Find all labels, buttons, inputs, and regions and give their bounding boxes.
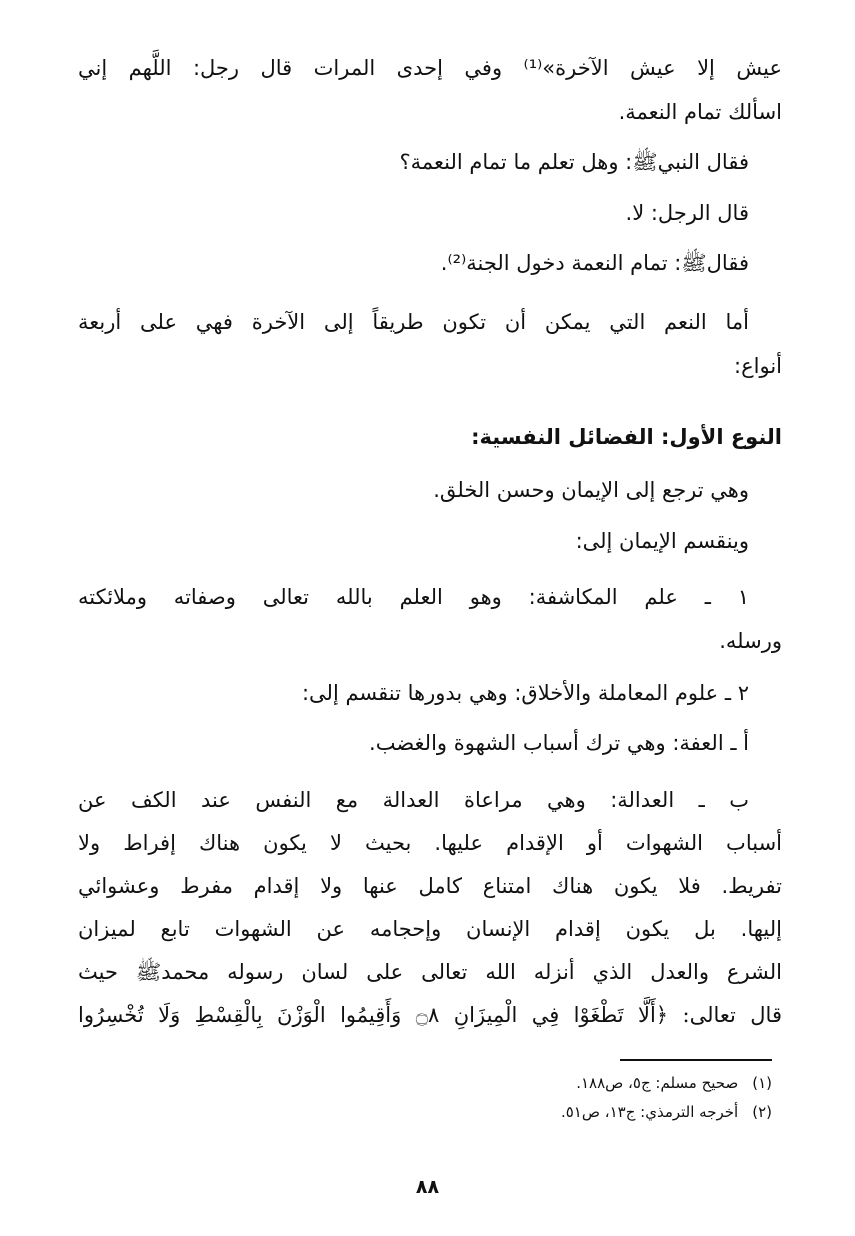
body-line: أما النعم التي يمكن أن تكون طريقاً إلى الآخرة فهي على أربعة bbox=[78, 310, 749, 334]
footnote-divider bbox=[620, 1059, 772, 1061]
page-number: ٨٨ bbox=[415, 1176, 440, 1198]
footnote bbox=[400, 1100, 772, 1124]
body-line: فقال النبيﷺ: وهل تعلم ما تمام النعمة؟ bbox=[399, 150, 749, 174]
footnote-text: أخرجه الترمذي: ج١٣، ص٥١. bbox=[560, 1103, 739, 1121]
body-line: ٢ ـ علوم المعاملة والأخلاق: وهي بدورها تنقسم إلى: bbox=[301, 681, 749, 705]
body-line: الشرع والعدل الذي أنزله الله تعالى على لسان رسوله محمدﷺ حيث bbox=[78, 960, 782, 984]
body-line: فقالﷺ: تمام النعمة دخول الجنة⁽²⁾. bbox=[440, 251, 749, 275]
body-line: عيش إلا عيش الآخرة»⁽¹⁾ وفي إحدى المرات قال رجل: اللَّهم إني bbox=[78, 56, 782, 80]
footnote-text: صحيح مسلم: ج٥، ص١٨٨. bbox=[576, 1074, 739, 1092]
body-line: ١ ـ علم المكاشفة: وهو العلم بالله تعالى وصفاته وملائكته bbox=[78, 585, 749, 609]
body-line: قال الرجل: لا. bbox=[625, 201, 749, 225]
body-line: تفريط. فلا يكون هناك امتناع كامل عنها ولا إقدام مفرط وعشوائي bbox=[78, 874, 782, 898]
body-line: إليها. بل يكون إقدام الإنسان وإحجامه عن الشهوات تابع لميزان bbox=[78, 917, 782, 941]
quran-verse-line: قال تعالى: ﴿أَلَّا تَطْغَوْا فِي الْمِيزَانِ ۝٨ وَأَقِيمُوا الْوَزْنَ بِالْقِسْطِ وَلَا تُخْسِرُوا bbox=[78, 1003, 782, 1027]
footnote-number: (٢) bbox=[752, 1103, 772, 1121]
section-heading: النوع الأول: الفضائل النفسية: bbox=[471, 425, 782, 449]
body-line: اسألك تمام النعمة. bbox=[618, 100, 782, 124]
footnote-number: (١) bbox=[752, 1074, 772, 1092]
body-line: ورسله. bbox=[719, 629, 782, 653]
body-line: أسباب الشهوات أو الإقدام عليها. بحيث لا يكون هناك إفراط ولا bbox=[78, 831, 782, 855]
body-line: أ ـ العفة: وهي ترك أسباب الشهوة والغضب. bbox=[369, 731, 749, 755]
body-line: ب ـ العدالة: وهي مراعاة العدالة مع النفس عند الكف عن bbox=[78, 788, 749, 812]
body-line: أنواع: bbox=[734, 354, 782, 378]
body-line: وينقسم الإيمان إلى: bbox=[575, 529, 749, 553]
footnote bbox=[400, 1071, 772, 1095]
body-line: وهي ترجع إلى الإيمان وحسن الخلق. bbox=[433, 478, 749, 502]
